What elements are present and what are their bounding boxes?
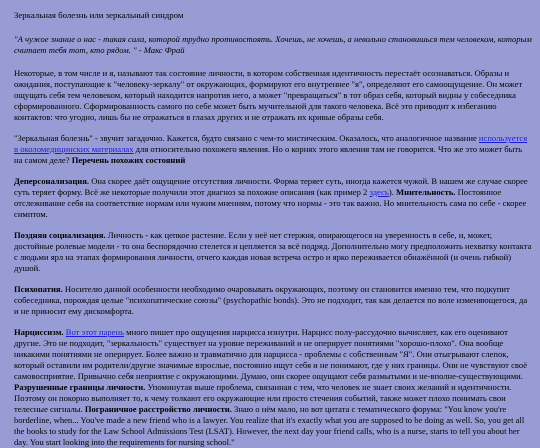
text: Знаю о нём мало, но вот цитата с тематического форума: "You know you're borderline, when... You've made a new friend who is a lawyer. You realize that it's exactly what you are supposed to be doing as well. So, you get all the books to study for the Law School Admissions Test (LSAT). However, the next day your friend calls, who is a nurse, starts to tell you about her day. You start looking into the requirements for nursing school." [14,404,525,447]
term-broken-boundaries: Разрушенные границы личности. [14,382,146,392]
term-narcissism: Нарциссизм. [14,327,64,337]
term-psychopathy: Психопатия. [14,284,63,294]
epigraph: "А чужое знание о нас - такая сила, которой трудно противостоять. Хочешь, не хочешь, а невольно становишься тем человеком, которым считает тебя тот, кто рядом. " - Макс Фрай [14,34,532,55]
term-depersonalization: Деперсонализация. [14,176,90,186]
paragraph-name [14,133,532,166]
text: Она скорее даёт ощущение отсутствия личности. Форма теряет суть, иногда кажется чужой. В нашем же случае скорее суть теряет форму. Всё же некоторые получили этот диагноз за похожие описания (как пример 2 [14,176,528,197]
text: Личность - как цепкое растение. Если у неё нет стержня, опирающегося на уверенность в себе, и, может, достойные ролевые модели - то она беспорядочно стелется и цепляется за всё подряд. Дополнительно могу предположить нехватку контакта с людьми ярл на этапах формирования личности, отчего каждая новая встреча остро и ярко переживается обнажённой (и очень гибкой) душой. [14,230,532,273]
text: для относительно похожего явления. Но о корнях этого явления там не говорится. Что же это может быть на самом деле? [14,144,523,165]
paragraph-psychopathy [14,284,532,317]
text: Постоянное отслеживание себя на соответствие нормам или чужим мнениям, потому что нормы - это так важно. Но мнительность сама по себе - скорее симптом. [14,187,527,219]
text: Упоминутая выше проблема, связанная с тем, что человек не знает своих желаний и идентичности. Поэтому он покорно выполняет то, к чему толкают его окружающие или просто стечения событий, также может плохо понимать свои телесные сигналы. [14,382,512,414]
text: ). [388,187,397,197]
term-borderline: Пограничное расстройство личности. [84,404,232,414]
text: много пишет про ощущения нарцисса изнутри. Нарцисс полу-рассудочно вычисляет, как его оценивают другие. Это не подходит, "зеркальность" существует на уровне переживаний и не оперирует понятиями "хорошо-плохо". Она вообще никакими понятиями не оперирует. Более важно и травматично для нарцисса - проблемы с собственным "Я". Они отыгрывают слепок, который оставили им родители/другие значимые взрослые, постоянно ищут себя и не понимают, где у них границы. Они не чувствуют своё самовосприятие. Привычно себя неприятие с окружающими. Думаю, они скорее ощущают себя размытыми и не-вполне-существующими. [14,327,528,381]
link-medical-materials[interactable]: используется в околомедицинских материалах [14,133,528,154]
link-this-guy[interactable]: Вот этот парень [65,327,125,337]
link-here[interactable]: здесь [369,187,389,197]
paragraph-late-socialization [14,230,532,274]
paragraph-narcissism [14,327,532,448]
text: Носителю данной особенности необходимо очаровывать окружающих, поэтому он становится именно тем, что подкупит собеседника, порождая целые "психопатические союзы" (psychopathic bonds). Это не подходит, так как делается по воле изменяющегося, да и не приносит ему дискомфорта. [14,284,528,316]
page-title: Зеркальная болезнь или зеркальный синдром [14,10,184,20]
paragraph-depersonalization [14,176,532,220]
term-late-socialization: Поздняя социализация. [14,230,106,240]
text: "Зеркальная болезнь" - звучит загадочно. Кажется, будто связано с чем-то мистическим. Оказалось, что аналогичное название [14,133,479,143]
term-suspiciousness: Мнительность. [396,187,456,197]
paragraph-intro: Некоторые, в том числе и я, называют так состояние личности, в котором собственная идентичность перестаёт осознаваться. Образы и ожидания, поступающие к "человеку-зеркалу" от окружающих, формируют его внутреннее "я", определяют его самоощущение. Он может ощущать себя тем человеком, который находится напротив него, а может "превращаться" в тот образ себя, который видны у собеседника сформированного. Сформированность самого по себе может быть мучительной для такого человека. Всё это приводит к избеганию контактов: что угодно, лишь бы не отражаться в глазах других и не отражать их кривые образы себя. [14,68,523,122]
heading-similar-states: Перечень похожих состояний [71,155,186,165]
